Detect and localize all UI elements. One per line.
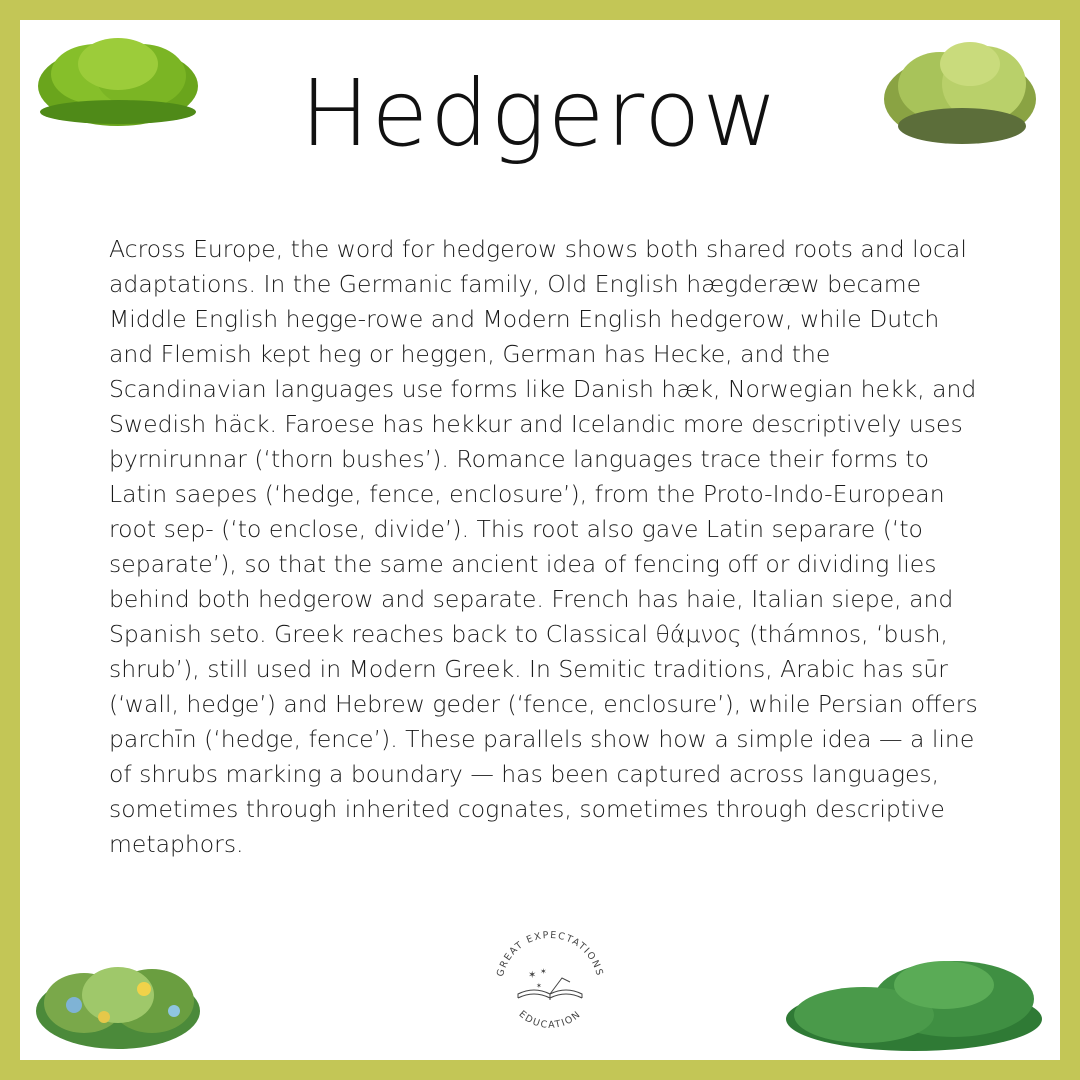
etymology-paragraph: Across Europe, the word for hedgerow shows both shared roots and local adaptations. In the Germanic family, Old English hægderæw became Middle English hegge-rowe and Modern English hedgerow, while Dutch and Flemish kept heg or heggen, German has Hecke, and the Scandinavian languages use forms like Danish hæk, Norwegian hekk, and Swedish häck. Faroese has hekkur and Icelandic more descriptively uses þyrnirunnar (‘thorn bushes’). Romance languages trace their forms to Latin saepes (‘hedge, fence, enclosure’), from the Proto-Indo-European root sep- (‘to enclose, divide’). This root also gave Latin separare (‘to separate’), so that the same ancient idea of fencing off or dividing lies behind both hedgerow and separate. French has haie, Italian siepe, and Spanish seto. Greek reaches back to Classical θάμνος (thámnos, ‘bush, shrub’), still used in Modern Greek. In Semitic traditions, Arabic has sūr (‘wall, hedge’) and Hebrew geder (‘fence, enclosure’), while Persian offers parchīn (‘hedge, fence’). These parallels show how a simple idea — a line of shrubs marking a boundary — has been captured across languages, sometimes through inherited cognates, sometimes through descriptive metaphors. bbox=[109, 235, 978, 858]
svg-text:EDUCATION: EDUCATION bbox=[516, 1008, 584, 1031]
card bbox=[20, 20, 1060, 1060]
open-book-icon bbox=[518, 978, 582, 1000]
shrub-bottom-right-icon bbox=[784, 955, 1046, 1053]
page-title: Hedgerow bbox=[300, 60, 780, 167]
shrub-bottom-left-icon bbox=[34, 955, 202, 1050]
svg-text:✶: ✶ bbox=[528, 970, 537, 981]
svg-text:✶: ✶ bbox=[536, 982, 542, 990]
great-expectations-logo bbox=[488, 920, 612, 1044]
svg-text:✶: ✶ bbox=[540, 967, 547, 976]
svg-text:GREAT EXPECTATIONS: GREAT EXPECTATIONS bbox=[494, 929, 606, 978]
star-icon bbox=[528, 967, 547, 990]
